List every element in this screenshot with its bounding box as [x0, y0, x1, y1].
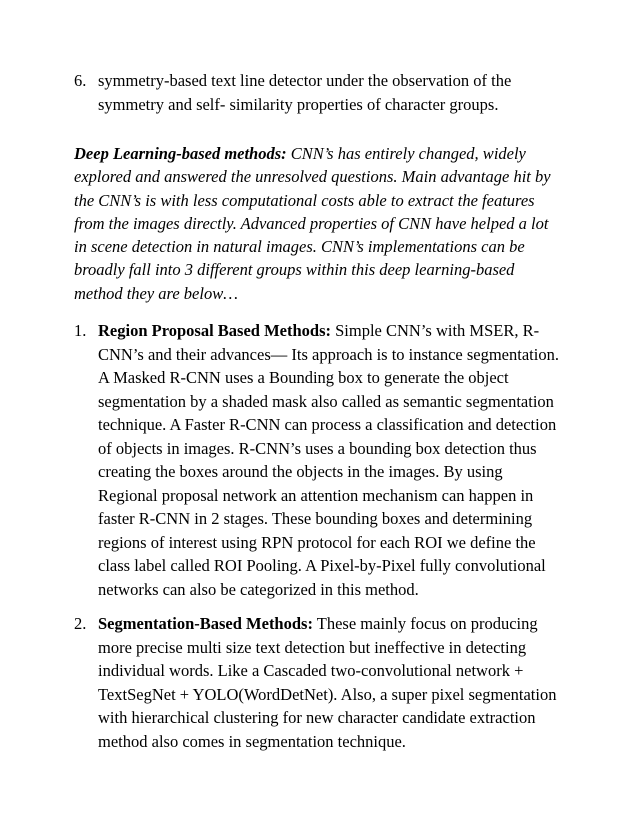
list-item-segmentation	[74, 612, 574, 753]
text-line: Region Proposal Based Methods: Simple CNN’s with MSER, R-	[98, 321, 540, 340]
text-line: with hierarchical clustering for new character candidate extraction	[98, 708, 536, 727]
item-heading: Segmentation-Based Methods:	[98, 614, 313, 633]
text-line: more precise multi size text detection but ineffective in detecting	[98, 637, 527, 657]
list-item-region-proposal	[74, 319, 574, 601]
text-line: from the images directly. Advanced properties of CNN have helped a lot	[74, 213, 549, 233]
text-line: the CNN’s is with less computational costs able to extract the features	[74, 190, 535, 210]
text-line: of objects in images. R-CNN’s uses a bounding box detection thus	[98, 438, 537, 458]
text-line: symmetry and self- similarity properties of character groups.	[98, 94, 499, 114]
text-line: broadly fall into 3 different groups within this deep learning-based	[74, 260, 515, 280]
text-line: explored and answered the unresolved questions. Main advantage hit by	[74, 167, 551, 187]
text-line: faster R-CNN in 2 stages. These bounding boxes and determining	[98, 509, 533, 528]
list-number: 1.	[74, 321, 87, 340]
text-line: Regional proposal network an attention mechanism can happen in	[98, 485, 534, 505]
text-line: in scene detection in natural images. CNN’s implementations can be	[74, 237, 525, 257]
text-line: Segmentation-Based Methods: These mainly focus on producing	[98, 614, 538, 633]
text-line: symmetry-based text line detector under the observation of the	[98, 71, 512, 90]
continued-list	[74, 69, 574, 116]
text-line: TextSegNet + YOLO(WordDetNet). Also, a super pixel segmentation	[98, 684, 557, 704]
text-line: CNN’s and their advances— Its approach is to instance segmentation.	[98, 344, 559, 364]
text-line: method they are below…	[74, 283, 238, 303]
text-line: individual words. Like a Cascaded two-convolutional network +	[98, 661, 524, 680]
text-line: creating the boxes around the objects in the images. By using	[98, 462, 503, 481]
text-line: method also comes in segmentation technique.	[98, 731, 406, 751]
text-line: segmentation by a shaded mask also called as semantic segmentation	[98, 391, 554, 411]
paragraph-heading: Deep Learning-based methods:	[74, 144, 287, 163]
deep-learning-paragraph	[74, 142, 594, 305]
text-line: networks can also be categorized in this method.	[98, 579, 419, 599]
text-line: technique. A Faster R-CNN can process a classification and detection	[98, 415, 557, 434]
text-line: Deep Learning-based methods: CNN’s has entirely changed, widely	[74, 144, 526, 163]
list-number: 6.	[74, 71, 87, 90]
text-line: class label called ROI Pooling. A Pixel-by-Pixel fully convolutional	[98, 556, 546, 575]
methods-list	[74, 319, 574, 753]
item-heading: Region Proposal Based Methods:	[98, 321, 331, 340]
text-line: A Masked R-CNN uses a Bounding box to generate the object	[98, 368, 509, 387]
list-item-6	[74, 69, 574, 116]
list-number: 2.	[74, 614, 87, 633]
text-line: regions of interest using RPN protocol for each ROI we define the	[98, 532, 536, 552]
